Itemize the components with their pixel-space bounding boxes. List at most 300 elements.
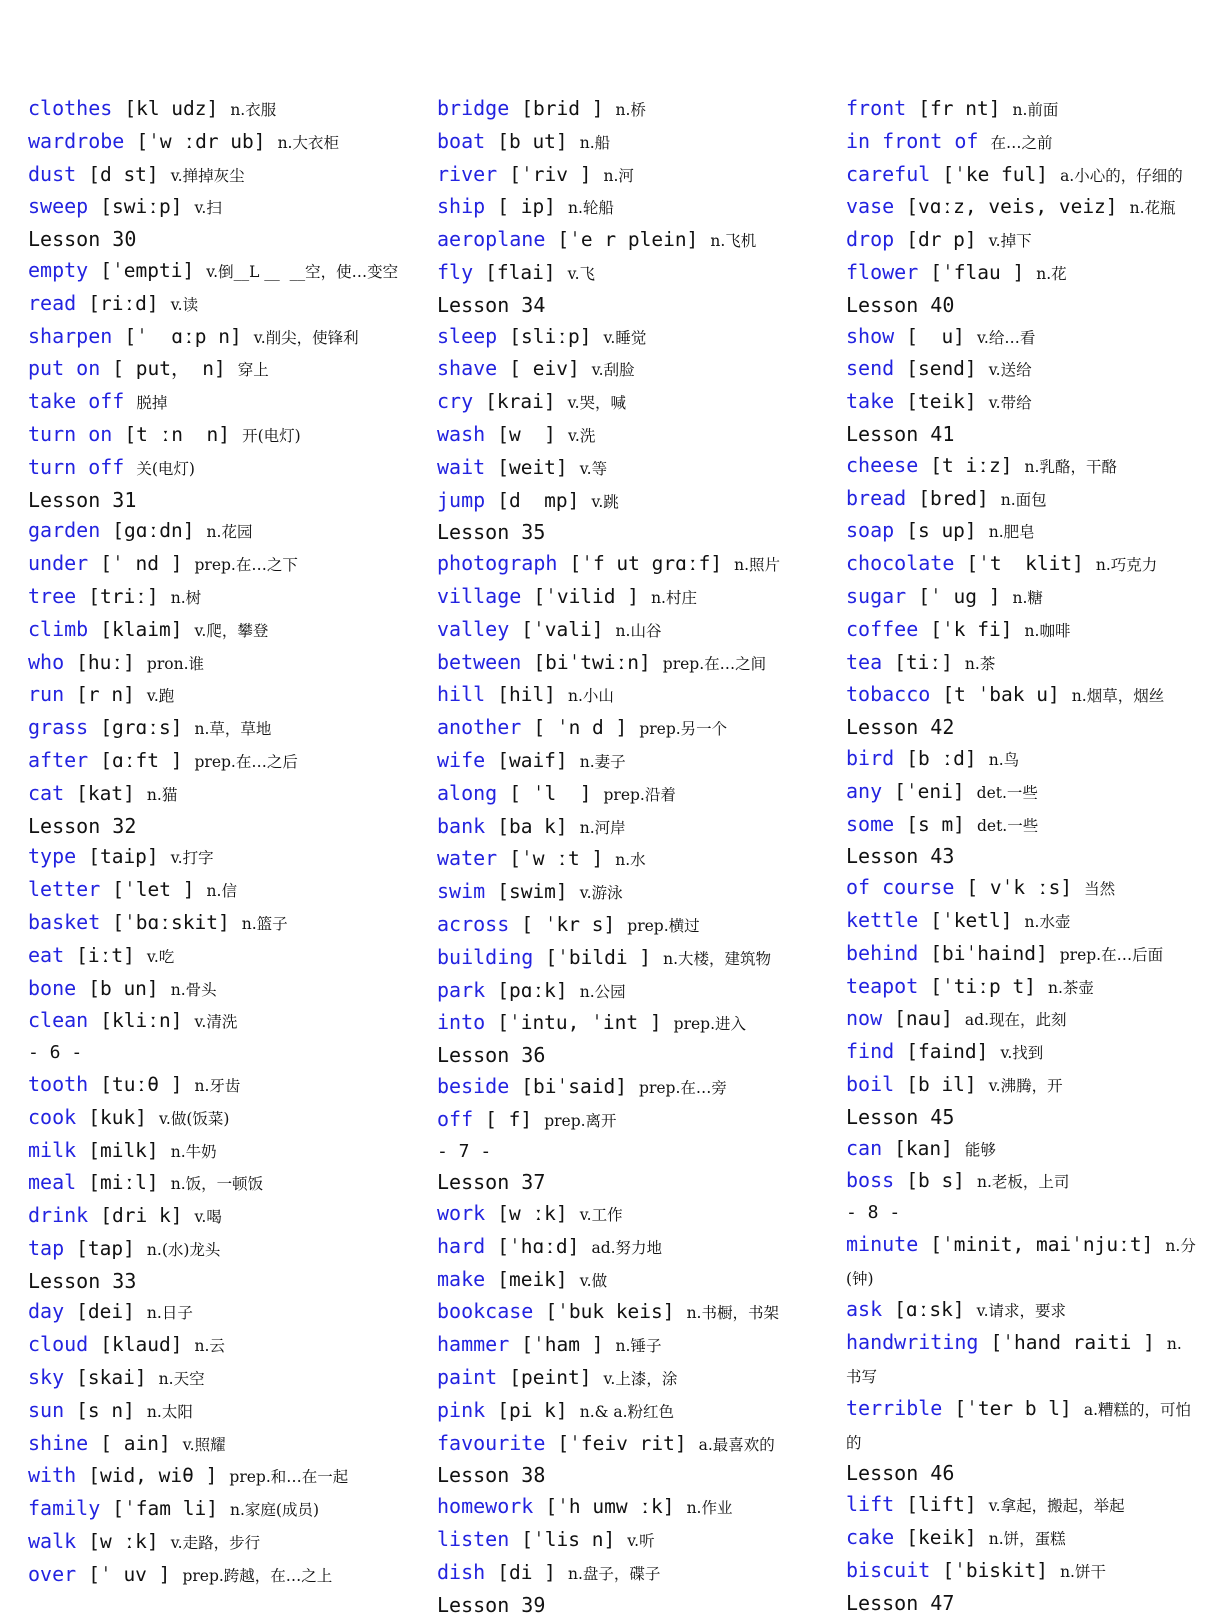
vocab-entry (437, 191, 837, 224)
vocab-meaning: n.船 (579, 133, 611, 152)
vocab-entry (437, 1264, 837, 1297)
vocab-meaning: n.糖 (1012, 588, 1043, 607)
vocab-phonetic: [ˈfam li] (112, 1497, 218, 1521)
vocab-word: between (437, 649, 522, 674)
page-number: - 7 - (437, 1140, 492, 1162)
vocab-meaning: n.饼，蛋糕 (988, 1530, 1066, 1549)
vocab-entry (846, 776, 1196, 809)
vocab-phonetic: [gɑːdn] (112, 519, 195, 543)
vocab-phonetic: [ˈf ut grɑːf] (569, 552, 723, 576)
vocab-meaning: n.公园 (579, 982, 626, 1001)
vocab-meaning: prep.在…后面 (1059, 945, 1164, 964)
vocab-phonetic: [ vˈk ːs] (966, 876, 1073, 900)
vocab-phonetic: [ˈ uv ] (88, 1562, 171, 1586)
vocab-entry (846, 321, 1196, 354)
vocab-word: sharpen (28, 323, 113, 348)
vocab-phonetic: [kat] (76, 781, 135, 805)
vocab-entry (437, 778, 837, 811)
vocab-phonetic: [ˈbɑːskit] (112, 910, 230, 934)
vocab-meaning: v.走路，步行 (170, 1534, 261, 1553)
vocab-word: eat (28, 942, 65, 967)
vocab-word: chocolate (846, 551, 955, 576)
vocab-entry (437, 1329, 837, 1362)
vocab-word: grass (28, 715, 89, 740)
vocab-phonetic: [pi k] (497, 1398, 568, 1422)
vocab-phonetic: [ˈempti] (100, 258, 195, 282)
vocab-entry (28, 1233, 428, 1266)
vocab-word: hill (437, 682, 486, 707)
vocab-entry (437, 811, 837, 844)
vocab-word: milk (28, 1137, 77, 1162)
vocab-phonetic: [ˈham ] (521, 1333, 604, 1357)
vocab-word: climb (28, 616, 89, 641)
vocab-word: boil (846, 1071, 895, 1096)
vocab-word: tooth (28, 1071, 89, 1096)
vocab-word: wait (437, 454, 486, 479)
vocab-phonetic: [teik] (906, 390, 977, 414)
vocab-meaning: n.牙齿 (194, 1076, 241, 1095)
vocab-phonetic: [flai] (485, 260, 556, 284)
vocab-word: another (437, 715, 522, 740)
vocab-word: into (437, 1010, 486, 1035)
vocab-phonetic: [triː] (88, 584, 159, 608)
vocab-meaning: a.最喜欢的 (698, 1435, 775, 1454)
vocab-entry (846, 581, 1196, 614)
vocab-entry (846, 1165, 1196, 1198)
vocab-word: paint (437, 1365, 498, 1390)
vocab-word: sleep (437, 323, 498, 348)
vocab-entry (437, 126, 837, 159)
vocab-entry (28, 1102, 428, 1135)
vocab-meaning: prep.在…之后 (194, 752, 298, 771)
vocab-word: any (846, 778, 883, 803)
vocab-word: swim (437, 879, 486, 904)
vocab-word: read (28, 290, 77, 315)
vocab-phonetic: [tap] (76, 1236, 135, 1260)
vocab-entry (437, 1104, 837, 1137)
vocab-meaning: n.骨头 (170, 980, 217, 999)
vocab-meaning: n.盘子，碟子 (567, 1564, 661, 1583)
vocab-meaning: n.大楼，建筑物 (663, 949, 772, 968)
vocab-meaning: n.乳酪，干酪 (1024, 457, 1117, 476)
vocab-word: coffee (846, 616, 919, 641)
vocab-meaning: v.吃 (146, 947, 175, 966)
vocab-word: over (28, 1561, 77, 1586)
vocab-meaning: 当然 (1084, 880, 1116, 899)
vocab-word: sun (28, 1397, 65, 1422)
vocab-word: bridge (437, 96, 510, 120)
vocab-word: bank (437, 813, 486, 838)
vocab-word: letter (28, 877, 101, 902)
lesson-heading: Lesson 33 (28, 1268, 137, 1293)
vocab-meaning: n.饭，一顿饭 (170, 1175, 264, 1194)
vocab-entry (28, 745, 428, 778)
vocab-word: along (437, 780, 498, 805)
vocab-meaning: n.云 (194, 1337, 225, 1356)
vocab-phonetic: [ˈbiskit] (942, 1558, 1049, 1582)
vocab-phonetic: [ˈriv ] (509, 162, 592, 186)
vocab-word: beside (437, 1073, 510, 1098)
vocab-entry (28, 647, 428, 680)
vocab-meaning: n.锤子 (615, 1337, 662, 1356)
vocab-phonetic: [nau] (894, 1007, 953, 1031)
vocab-entry (28, 841, 428, 874)
vocab-entry (28, 548, 428, 581)
vocab-meaning: n.妻子 (579, 752, 626, 771)
vocab-phonetic: [ˈminit, maiˈnjuːt] (930, 1232, 1154, 1256)
vocab-word: lift (846, 1492, 895, 1517)
vocab-word: park (437, 977, 486, 1002)
vocab-meaning: n.日子 (146, 1304, 193, 1323)
vocab-entry (28, 778, 428, 811)
vocab-entry (846, 905, 1196, 938)
vocab-entry (846, 483, 1196, 516)
vocab-phonetic: [kliːn] (100, 1009, 183, 1033)
vocab-phonetic: [kuk] (88, 1105, 147, 1129)
vocab-word: make (437, 1266, 486, 1291)
lesson-heading: Lesson 31 (28, 487, 137, 512)
vocab-word: day (28, 1299, 65, 1324)
vocab-phonetic: [skai] (76, 1366, 147, 1390)
vocab-meaning: n.肥皂 (988, 523, 1035, 542)
vocab-word: terrible (846, 1395, 943, 1420)
vocab-entry (28, 353, 428, 386)
vocab-phonetic: [bred] (918, 486, 989, 510)
vocab-meaning: v.请求，要求 (976, 1302, 1067, 1321)
vocab-word: bird (846, 745, 895, 770)
page-number: - 6 - (28, 1042, 83, 1064)
vocab-entry (846, 1229, 1196, 1295)
vocab-entry (846, 386, 1196, 419)
vocab-phonetic: [biˈhaind] (930, 941, 1048, 965)
vocab-phonetic: [ˈ ɑːp n] (124, 324, 242, 348)
vocab-meaning: a.小心的，仔细的 (1060, 166, 1183, 185)
vocab-phonetic: [dei] (76, 1300, 135, 1324)
vocab-meaning: v.游泳 (579, 884, 623, 903)
vocab-entry (846, 743, 1196, 776)
vocab-word: ask (846, 1297, 883, 1322)
vocab-phonetic: [kl udz] (124, 97, 219, 120)
vocab-meaning: v.做(饭菜) (158, 1109, 230, 1128)
vocab-phonetic: [t iːz] (930, 453, 1013, 477)
vocab-entry (846, 1393, 1196, 1459)
vocab-word: tobacco (846, 682, 931, 707)
vocab-phonetic: [taip] (88, 845, 159, 869)
vocab-word: village (437, 583, 522, 608)
vocab-meaning: n.鸟 (988, 750, 1020, 769)
vocab-column-3 (846, 93, 1196, 1618)
vocab-word: across (437, 911, 510, 936)
vocab-meaning: n.茶 (964, 654, 996, 673)
vocab-meaning: prep.进入 (673, 1015, 746, 1034)
vocab-entry (28, 1559, 428, 1592)
lesson-heading: Lesson 36 (437, 1043, 546, 1068)
vocab-entry (437, 257, 837, 290)
vocab-word: ship (437, 194, 486, 219)
vocab-entry (437, 485, 837, 518)
vocab-word: find (846, 1039, 895, 1064)
vocab-meaning: v.工作 (579, 1206, 623, 1225)
vocab-phonetic: [faind] (906, 1040, 989, 1064)
vocab-word: turn off (28, 454, 125, 479)
vocab-word: careful (846, 161, 931, 186)
vocab-phonetic: [ˈw ːdr ub] (136, 129, 266, 153)
vocab-phonetic: [ˈfeiv rit] (557, 1431, 687, 1455)
vocab-column-2 (437, 93, 837, 1620)
vocab-phonetic: [ˈ nd ] (100, 552, 183, 576)
vocab-word: sugar (846, 583, 907, 608)
vocab-phonetic: [sliːp] (509, 324, 592, 348)
vocab-phonetic: [biˈtwiːn] (533, 650, 651, 674)
vocab-word: teapot (846, 973, 919, 998)
vocab-meaning: v.照耀 (182, 1435, 226, 1454)
vocab-meaning: v.上漆，涂 (603, 1370, 678, 1389)
vocab-phonetic: [r n] (76, 683, 135, 707)
vocab-phonetic: [s n] (76, 1398, 135, 1422)
vocab-phonetic: [pɑːk] (497, 978, 568, 1002)
vocab-phonetic: [weit] (497, 455, 568, 479)
vocab-meaning: v.睡觉 (603, 328, 647, 347)
vocab-entry (846, 1555, 1196, 1588)
vocab-phonetic: [ ˈn d ] (533, 716, 628, 740)
vocab-phonetic: [ ˈl ] (509, 781, 592, 805)
vocab-word: flower (846, 259, 919, 284)
vocab-entry (846, 1003, 1196, 1036)
vocab-word: bookcase (437, 1299, 534, 1324)
vocab-word: wash (437, 421, 486, 446)
vocab-meaning: n.树 (170, 588, 202, 607)
vocab-entry (437, 1198, 837, 1231)
vocab-phonetic: [tuːθ ] (100, 1072, 183, 1096)
vocab-phonetic: [ˈe r plein] (557, 228, 699, 252)
vocab-phonetic: [ba k] (497, 814, 568, 838)
vocab-entry (846, 224, 1196, 257)
lesson-heading: Lesson 38 (437, 1463, 546, 1488)
vocab-phonetic: [keik] (906, 1526, 977, 1550)
vocab-meaning: n.分(钟) (846, 1236, 1196, 1288)
vocab-phonetic: [ˈlis n] (521, 1528, 616, 1552)
vocab-word: empty (28, 257, 89, 282)
vocab-meaning: prep.另一个 (639, 720, 728, 739)
vocab-phonetic: [tiː] (894, 650, 953, 674)
vocab-word: river (437, 161, 498, 186)
vocab-entry (846, 938, 1196, 971)
vocab-meaning: n.作业 (686, 1499, 733, 1518)
vocab-meaning: n.书橱，书架 (686, 1304, 779, 1323)
vocab-entry (437, 1395, 837, 1428)
vocab-meaning: v.沸腾，开 (988, 1076, 1063, 1095)
vocab-word: drink (28, 1203, 89, 1228)
vocab-phonetic: [meik] (497, 1267, 568, 1291)
vocab-meaning: v.爬，攀登 (194, 621, 269, 640)
vocab-entry (28, 581, 428, 614)
vocab-word: valley (437, 616, 510, 641)
vocab-word: behind (846, 940, 919, 965)
vocab-word: basket (28, 909, 101, 934)
vocab-phonetic: [w ːk] (88, 1530, 159, 1554)
vocab-meaning: v.哭，喊 (567, 394, 627, 413)
vocab-meaning: n.河岸 (579, 818, 626, 837)
vocab-meaning: v.飞 (567, 264, 596, 283)
vocab-word: put on (28, 356, 101, 381)
vocab-column-1 (28, 93, 428, 1592)
vocab-word: drop (846, 227, 895, 252)
vocab-phonetic: [dri k] (100, 1204, 183, 1228)
vocab-word: shave (437, 356, 498, 381)
vocab-entry (846, 257, 1196, 290)
vocab-meaning: v.扫 (194, 199, 222, 218)
vocab-meaning: 在…之前 (990, 133, 1053, 152)
vocab-phonetic: [w ] (497, 422, 556, 446)
vocab-meaning: n.咖啡 (1024, 621, 1071, 640)
vocab-entry (437, 1557, 837, 1590)
vocab-word: tree (28, 583, 77, 608)
vocab-entry (846, 515, 1196, 548)
vocab-word: bone (28, 975, 77, 1000)
vocab-word: hard (437, 1233, 486, 1258)
vocab-word: hammer (437, 1332, 510, 1357)
vocab-entry (846, 1489, 1196, 1522)
vocab-meaning: a.糟糕的，可怕的 (846, 1400, 1191, 1452)
vocab-phonetic: [d mp] (497, 488, 580, 512)
vocab-word: show (846, 323, 895, 348)
vocab-word: take off (28, 389, 125, 414)
vocab-word: tap (28, 1235, 65, 1260)
vocab-entry (846, 872, 1196, 905)
vocab-phonetic: [krai] (485, 390, 556, 414)
vocab-word: dish (437, 1559, 486, 1584)
vocab-phonetic: [ˈtiːp t] (930, 974, 1036, 998)
vocab-entry (28, 1296, 428, 1329)
vocab-entry (437, 843, 837, 876)
vocab-word: can (846, 1135, 883, 1160)
vocab-entry (28, 126, 428, 159)
vocab-meaning: n.老板，上司 (976, 1173, 1070, 1192)
vocab-meaning: n.桥 (615, 101, 646, 119)
vocab-entry (28, 1362, 428, 1395)
vocab-phonetic: [lift] (906, 1493, 977, 1517)
vocab-word: front (846, 96, 907, 120)
vocab-phonetic: [ˈh umw ːk] (545, 1495, 675, 1519)
vocab-meaning: v.送给 (988, 361, 1032, 380)
vocab-phonetic: [ˈk fi] (930, 617, 1013, 641)
vocab-entry (28, 159, 428, 192)
vocab-meaning: 能够 (964, 1140, 996, 1159)
vocab-meaning: n.照片 (734, 556, 781, 575)
vocab-phonetic: [wid, wiθ ] (88, 1464, 218, 1488)
vocab-entry (437, 321, 837, 354)
vocab-entry (437, 1428, 837, 1461)
vocab-phonetic: [swim] (497, 880, 568, 904)
vocab-word: tea (846, 649, 883, 674)
vocab-meaning: v.找到 (1000, 1044, 1044, 1063)
vocab-entry (28, 1005, 428, 1038)
vocab-entry (28, 515, 428, 548)
vocab-entry (437, 1007, 837, 1040)
vocab-entry (28, 874, 428, 907)
vocab-meaning: n.猫 (146, 785, 178, 804)
vocab-phonetic: [klaim] (100, 617, 183, 641)
vocab-entry (437, 614, 837, 647)
vocab-word: after (28, 747, 89, 772)
vocab-meaning: v.读 (170, 295, 199, 314)
vocab-word: cake (846, 1525, 895, 1550)
vocab-entry (846, 1522, 1196, 1555)
vocab-phonetic: [dr p] (906, 228, 977, 252)
vocab-meaning: v.给…看 (976, 328, 1036, 347)
vocab-phonetic: [ˈhand raiti ] (990, 1331, 1155, 1355)
vocab-meaning: n.牛奶 (170, 1142, 217, 1161)
vocab-entry (437, 942, 837, 975)
lesson-heading: Lesson 37 (437, 1170, 546, 1195)
vocab-entry (28, 93, 428, 126)
vocab-word: with (28, 1463, 77, 1488)
vocab-phonetic: [ u] (906, 324, 965, 348)
vocab-phonetic: [ˈter b l] (954, 1396, 1072, 1420)
vocab-meaning: n.水壶 (1024, 912, 1071, 931)
vocab-phonetic: [d st] (88, 162, 159, 186)
vocab-word: photograph (437, 551, 558, 576)
vocab-entry (437, 876, 837, 909)
vocab-phonetic: [brid ] (521, 97, 604, 120)
vocab-meaning: v.洗 (567, 426, 596, 445)
vocab-word: of course (846, 875, 955, 900)
vocab-entry (846, 191, 1196, 224)
vocab-entry (437, 909, 837, 942)
vocab-phonetic: [iːt] (76, 943, 135, 967)
vocab-entry (28, 1135, 428, 1168)
vocab-word: biscuit (846, 1557, 931, 1582)
vocab-meaning: prep.跨越，在…之上 (182, 1566, 333, 1585)
vocab-entry (28, 973, 428, 1006)
vocab-word: meal (28, 1170, 77, 1195)
vocab-meaning: n.草，草地 (194, 720, 272, 739)
vocab-entry (28, 191, 428, 224)
vocab-meaning: v.跳 (591, 492, 619, 511)
vocab-entry (437, 581, 837, 614)
vocab-phonetic: [ˈ ug ] (918, 584, 1001, 608)
vocab-phonetic: [milk] (88, 1138, 159, 1162)
vocab-word: off (437, 1106, 474, 1131)
vocab-meaning: 穿上 (237, 361, 269, 380)
vocab-entry (437, 647, 837, 680)
vocab-word: shine (28, 1430, 89, 1455)
vocab-meaning: 关(电灯) (136, 459, 195, 478)
vocab-meaning: prep.在…之下 (194, 556, 298, 575)
lesson-heading: Lesson 39 (437, 1592, 546, 1617)
vocab-meaning: v.削尖，使锋利 (253, 328, 359, 347)
vocab-entry (846, 809, 1196, 842)
vocab-phonetic: [ˈt klit] (966, 552, 1084, 576)
vocab-phonetic: [ɑːsk] (894, 1298, 965, 1322)
vocab-phonetic: [b un] (88, 976, 159, 1000)
vocab-phonetic: [b ut] (497, 129, 568, 153)
vocab-meaning: n.花瓶 (1129, 199, 1176, 218)
vocab-phonetic: [send] (906, 357, 977, 381)
vocab-phonetic: [kan] (894, 1136, 953, 1160)
vocab-entry (28, 907, 428, 940)
vocab-meaning: 脱掉 (136, 394, 168, 413)
vocab-word: cook (28, 1104, 77, 1129)
vocab-entry (437, 1491, 837, 1524)
vocab-meaning: n.花园 (206, 523, 253, 542)
vocab-entry (28, 1329, 428, 1362)
vocab-phonetic: [swiːp] (100, 195, 183, 219)
vocab-phonetic: [di ] (497, 1560, 556, 1584)
vocab-phonetic: [ ˈkr s] (521, 912, 616, 936)
vocab-entry (28, 679, 428, 712)
vocab-phonetic: [fr nt] (918, 97, 1001, 120)
